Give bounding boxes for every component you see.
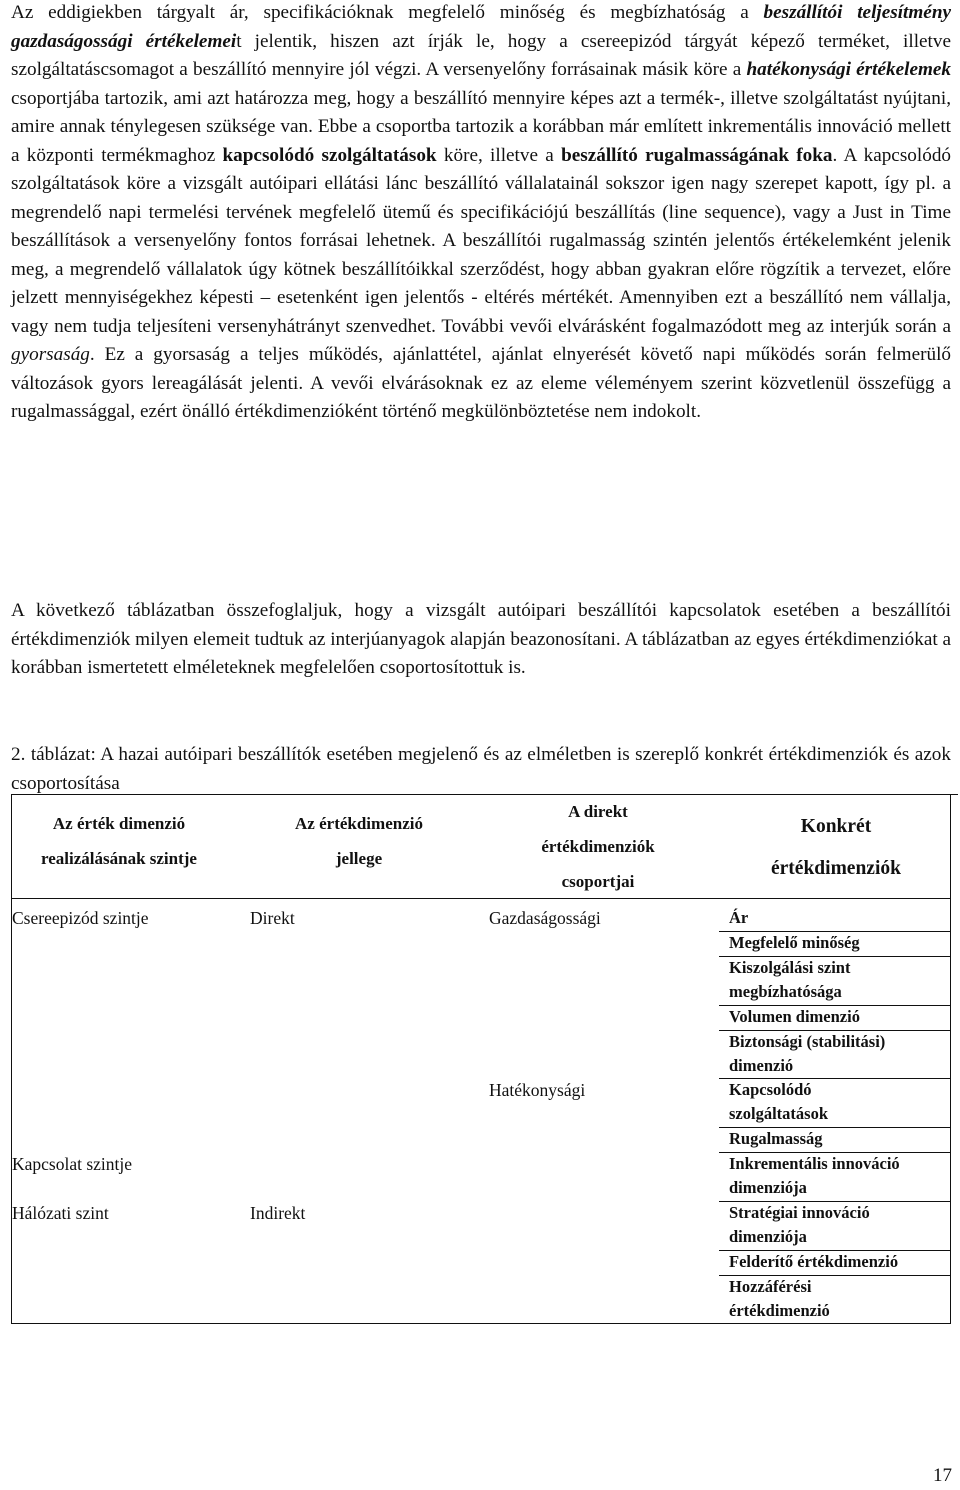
text-run: gyorsaság	[11, 344, 90, 365]
dimension-item: Stratégiai innováció dimenziója	[729, 1203, 870, 1246]
dimension-item: Kiszolgálási szint megbízhatósága	[729, 958, 851, 1001]
dimension-item: Ár	[729, 908, 749, 927]
header-level: Az érték dimenzió realizálásának szintje	[41, 814, 197, 868]
group-gazdasagossagi: Gazdaságossági	[489, 908, 601, 928]
dimension-item: Volumen dimenzió	[729, 1007, 860, 1026]
text-run: t jelentik, hiszen azt írják le, hogy a csereepizód tárgyát képező terméket, illetve szolgáltatáscsomagot a beszállító mennyire jól végzi. A versenyelőny forrásainak másik köre a	[11, 30, 951, 80]
value-dimensions-table	[11, 794, 958, 1324]
table-right-border	[950, 794, 951, 1324]
level-csereepizod: Csereepizód szintje	[12, 908, 149, 928]
header-bottom-rule	[11, 898, 951, 899]
paragraph-table-intro: A következő táblázatban összefoglaljuk, hogy a vizsgált autóipari beszállítói kapcsolatok esetében a beszállítói értékdimenziók milyen elemeit tudtuk az interjúanyagok alapján beazonosítani. A táblázatban az egyes értékdimenziókat a korábban ismertetett elméleteknek megfelelően csoportosítottuk is.	[11, 600, 951, 678]
dimension-item: Biztonsági (stabilitási) dimenzió	[729, 1032, 886, 1075]
text-run: kapcsolódó szolgáltatások	[222, 144, 437, 166]
text-run: Az eddigiekben tárgyalt ár, specifikációknak megfelelő minőség és megbízhatóság a	[11, 2, 764, 23]
text-run: hatékonysági értékelemek	[746, 59, 951, 80]
header-groups: A direkt értékdimenziók csoportjai	[541, 802, 655, 891]
dimension-item: Inkrementális innováció dimenziója	[729, 1154, 900, 1197]
dimension-item: Rugalmasság	[729, 1129, 823, 1148]
nature-direkt: Direkt	[250, 908, 295, 928]
table-caption: 2. táblázat: A hazai autóipari beszállítók esetében megjelenő és az elméletben is szereplő konkrét értékdimenziók és azok csoportosítása	[11, 744, 951, 794]
level-kapcsolat: Kapcsolat szintje	[12, 1154, 133, 1174]
paragraph-value-elements	[11, 0, 951, 427]
text-run: beszállító rugalmasságának foka	[561, 144, 833, 166]
dimension-item: Felderítő értékdimenzió	[729, 1252, 899, 1271]
text-run: csoportjába tartozik, ami azt határozza meg, hogy a beszállító mennyire képes azt a termék-, illetve szolgáltatást nyújtani, amire annak ténylegesen szüksége van. Ebbe a csoportba tartozik a korábban már említett inkrementális innováció mellett a központi termékmaghoz	[11, 87, 951, 166]
table-top-rule	[11, 794, 958, 795]
dimension-item: Megfelelő minőség	[729, 933, 860, 952]
page-number: 17	[933, 1465, 952, 1486]
table-bottom-border	[11, 1323, 951, 1324]
header-concrete: Konkrét értékdimenziók	[771, 816, 901, 879]
nature-indirekt: Indirekt	[250, 1203, 306, 1223]
text-run: . A kapcsolódó szolgáltatások köre a vizsgált autóipari ellátási lánc beszállító vállalatainál sokszor igen nagy szerepet kapott, így pl. a megrendelő napi termelési tervének megfelelő ütemű és specifikációjú beszállítás (line sequence), vagy a Just in Time beszállítások a versenyelőny fontos forrásai lehetnek. A beszállítói rugalmasság szintén jelentős értékelemként jelenik meg, a megrendelő vállalatok úgy kötnek beszállítóikkal szerződést, hogy abban gyakran előre rögzítik a tervezet, előre jelzett mennyiségekhez képesti – esetenként igen jelentős - eltérés mértékét. Amennyiben ezt a beszállító nem vállalja, vagy nem tudja teljesíteni versenyhátrányt szenvedhet. További vevői elvárásként fogalmazódott meg az interjúk során a	[11, 144, 952, 337]
text-run: . Ez a gyorsaság a teljes működés, ajánlattétel, ajánlat elnyerését követő napi működés során felmerülő változások gyors lereagálását jelenti. A vevői elvárásoknak ez az eleme véleményem szerint közvetlenül összefügg a rugalmassággal, ezért önálló értékdimenzióként történő megkülönböztetése nem indokolt.	[11, 344, 951, 422]
text-run: köre, illetve a	[436, 144, 562, 166]
dimension-item: Kapcsolódó szolgáltatások	[729, 1080, 828, 1123]
table-left-border	[11, 794, 12, 1324]
dimension-item: Hozzáférési értékdimenzió	[729, 1277, 830, 1320]
header-nature: Az értékdimenzió jellege	[295, 814, 423, 868]
group-hatekonysagi: Hatékonysági	[489, 1080, 586, 1100]
text-run: beszállítói teljesítmény gazdaságossági értékelemei	[11, 2, 952, 52]
level-halozati: Hálózati szint	[12, 1203, 109, 1223]
